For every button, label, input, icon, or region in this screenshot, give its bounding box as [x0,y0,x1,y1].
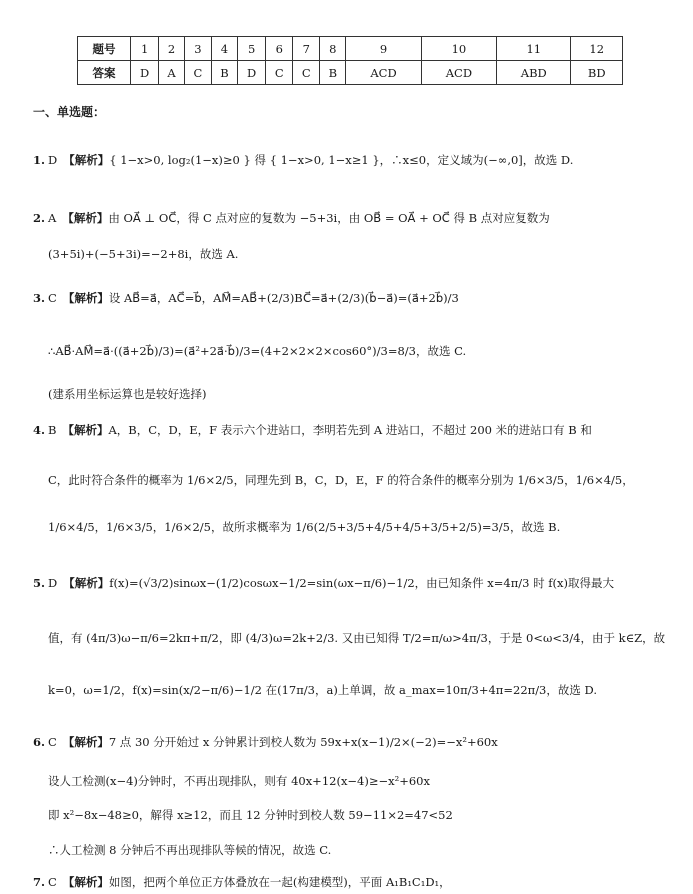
question-3-line-2: ∴AB⃗·AM⃗=a⃗·((a⃗+2b⃗)/3)=(a⃗²+2a⃗·b⃗)/3=(4+2×2×2×cos60°)/3=8/3，故选 C. [48,344,467,358]
solution-text: 如图，把两个单位正方体叠放在一起(构建模型)，平面 A₁B₁C₁D₁， [108,875,451,889]
analysis-tag: 【解析】 [62,735,109,749]
question-answer: C [48,875,57,889]
question-1-line-1 [33,152,573,168]
answer-cell: C [293,61,320,85]
question-5-line-1 [33,575,614,591]
question-6-line-3: 即 x²−8x−48≥0，解得 x≥12，而且 12 分钟时到校人数 59−11×2=47<52 [48,808,453,822]
question-number: 12 [571,37,623,61]
question-answer: C [48,291,57,305]
question-answer: C [48,735,57,749]
question-number-label: 7. [33,875,46,889]
question-answer: A [48,211,57,225]
question-2-line-2: (3+5i)+(−5+3i)=−2+8i，故选 A. [48,247,239,261]
solution-text: { 1−x>0, log₂(1−x)≥0 } 得 { 1−x>0, 1−x≥1 }，∴x≤0，定义域为(−∞,0]，故选 D. [109,153,574,167]
question-4-line-1 [33,422,592,438]
question-7-line-1 [33,874,451,890]
analysis-tag: 【解析】 [62,423,109,437]
question-3-note: (建系用坐标运算也是较好选择) [48,387,207,401]
question-number-label: 3. [33,291,46,305]
question-number: 1 [131,37,159,61]
question-number-label: 4. [33,423,46,437]
question-number: 3 [184,37,211,61]
answer-cell: B [320,61,346,85]
solution-text: 设 AB⃗=a⃗，AC⃗=b⃗，AM⃗=AB⃗+(2/3)BC⃗=a⃗+(2/3)(b⃗−a⃗)=(a⃗+2b⃗)/3 [108,291,459,305]
question-number-label: 1. [33,153,46,167]
question-number: 10 [421,37,496,61]
question-6-line-4: ∴人工检测 8 分钟后不再出现排队等候的情况，故选 C. [48,843,332,857]
analysis-tag: 【解析】 [63,153,110,167]
question-answer: D [48,576,58,590]
question-5-line-3: k=0，ω=1/2，f(x)=sin(x/2−π/6)−1/2 在(17π/3，a)上单调，故 a_max=10π/3+4π=22π/3，故选 D. [48,683,597,697]
answer-cell: A [159,61,185,85]
answer-cell: C [184,61,211,85]
answer-cell: C [266,61,293,85]
question-number: 8 [320,37,346,61]
solution-text: f(x)=(√3/2)sinωx−(1/2)cosωx−1/2=sin(ωx−π/6)−1/2，由已知条件 x=4π/3 时 f(x)取得最大 [109,576,615,590]
answer-table [77,36,623,85]
question-answer: D [48,153,58,167]
question-4-line-2: C，此时符合条件的概率为 1/6×2/5，同理先到 B，C，D，E，F 的符合条件的概率分别为 1/6×3/5，1/6×4/5， [48,473,634,487]
question-3-line-1 [33,290,459,306]
answer-cell: BD [571,61,623,85]
section-title: 一、单选题： [33,105,106,119]
question-number: 7 [293,37,320,61]
number-row-label: 题号 [78,37,131,61]
question-answer: B [48,423,57,437]
question-5-line-2: 值，有 (4π/3)ω−π/6=2kπ+π/2，即 (4/3)ω=2k+2/3. 又由已知得 T/2=π/ω>4π/3，于是 0<ω<3/4，由于 k∈Z，故 [48,631,666,645]
question-2-line-1 [33,210,550,226]
analysis-tag: 【解析】 [62,875,109,889]
analysis-tag: 【解析】 [62,211,109,225]
answer-cell: ABD [497,61,571,85]
question-6-line-1 [33,734,498,750]
question-number: 5 [238,37,266,61]
answer-cell: D [238,61,266,85]
answer-cell: D [131,61,159,85]
question-number-label: 5. [33,576,46,590]
answer-table-number-row [78,37,623,61]
analysis-tag: 【解析】 [62,291,109,305]
answer-table-answer-row [78,61,623,85]
solution-text: 由 OA⃗ ⊥ OC⃗，得 C 点对应的复数为 −5+3i，由 OB⃗ = OA⃗ + OC⃗ 得 B 点对应复数为 [108,211,550,225]
question-number-label: 2. [33,211,46,225]
solution-text: A，B，C，D，E，F 表示六个进站口，李明若先到 A 进站口，不超过 200 米的进站口有 B 和 [108,423,592,437]
question-6-line-2: 设人工检测(x−4)分钟时，不再出现排队，则有 40x+12(x−4)≥−x²+60x [48,774,430,788]
question-number: 11 [497,37,571,61]
question-number: 6 [266,37,293,61]
analysis-tag: 【解析】 [63,576,110,590]
answer-cell: ACD [346,61,421,85]
answer-cell: B [211,61,237,85]
answer-cell: ACD [421,61,496,85]
answer-row-label: 答案 [78,61,131,85]
question-number: 2 [159,37,185,61]
question-number: 9 [346,37,421,61]
question-number: 4 [211,37,237,61]
question-4-line-3: 1/6×4/5，1/6×3/5，1/6×2/5，故所求概率为 1/6(2/5+3/5+4/5+4/5+3/5+2/5)=3/5，故选 B. [48,520,561,534]
question-number-label: 6. [33,735,46,749]
solution-text: 7 点 30 分开始过 x 分钟累计到校人数为 59x+x(x−1)/2×(−2)=−x²+60x [108,735,498,749]
